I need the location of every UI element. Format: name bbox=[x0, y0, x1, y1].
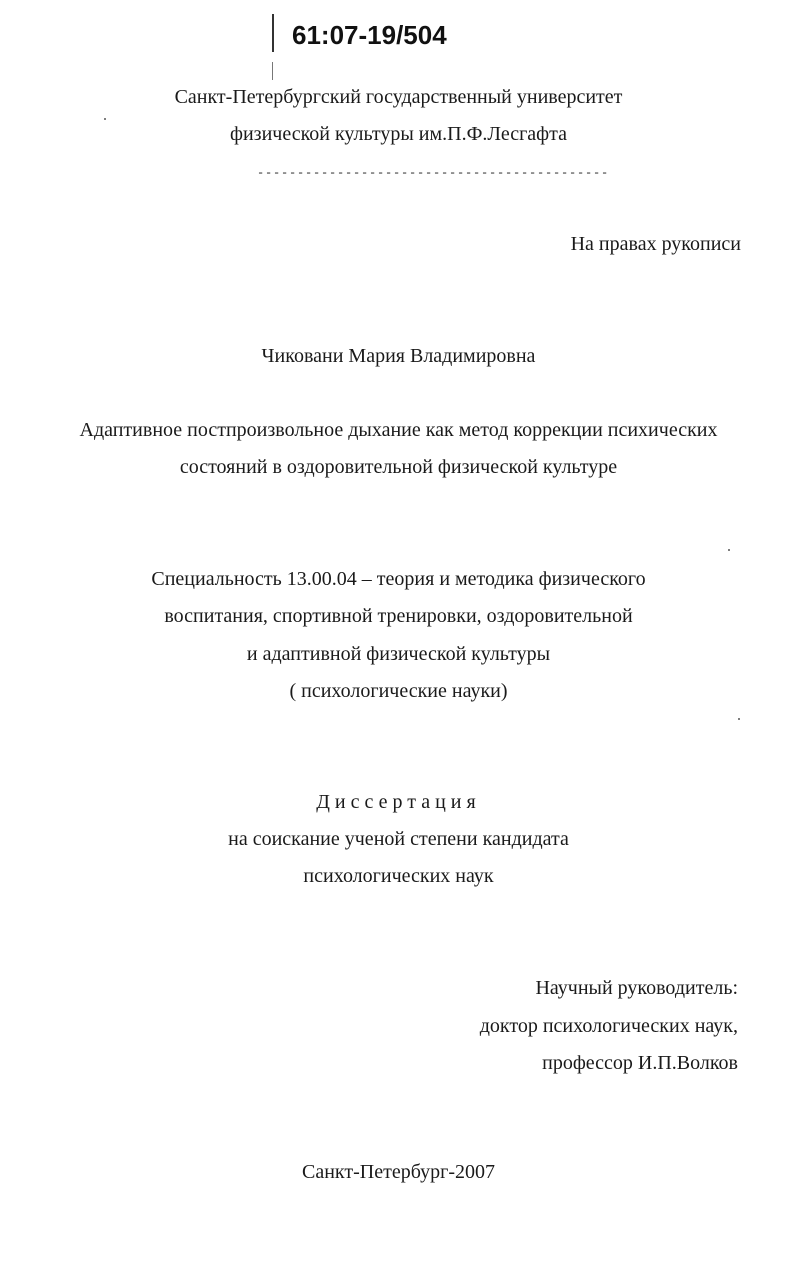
specialty-line1: Специальность 13.00.04 – теория и методика физического bbox=[151, 568, 646, 590]
supervisor-name: профессор И.П.Волков bbox=[542, 1052, 738, 1074]
scan-artifact-line bbox=[272, 14, 274, 52]
thesis-title-line2: состояний в оздоровительной физической культуре bbox=[179, 456, 618, 478]
specialty-line3: и адаптивной физической культуры bbox=[246, 643, 551, 665]
supervisor-label: Научный руководитель: bbox=[535, 977, 738, 999]
supervisor-degree: доктор психологических наук, bbox=[479, 1015, 738, 1037]
scan-speck bbox=[738, 718, 740, 720]
dissertation-heading: Диссертация bbox=[316, 791, 481, 813]
specialty-line2: воспитания, спортивной тренировки, оздоровительной bbox=[164, 605, 633, 627]
university-name-line1: Санкт-Петербургский государственный университет bbox=[174, 86, 623, 108]
degree-sought-line1: на соискание ученой степени кандидата bbox=[228, 828, 569, 850]
separator-line: -------------------------------------------- bbox=[257, 166, 610, 180]
degree-sought-line2: психологических наук bbox=[303, 865, 494, 887]
archive-code: 61:07-19/504 bbox=[292, 20, 447, 50]
scan-speck bbox=[104, 118, 106, 120]
specialty-line4: ( психологические науки) bbox=[289, 680, 508, 702]
scan-artifact-line bbox=[272, 62, 273, 80]
scan-speck bbox=[728, 549, 730, 551]
thesis-title-line1: Адаптивное постпроизвольное дыхание как метод коррекции психических bbox=[79, 419, 718, 441]
manuscript-rights: На правах рукописи bbox=[570, 233, 741, 255]
author-name: Чиковани Мария Владимировна bbox=[261, 345, 536, 367]
city-year: Санкт-Петербург-2007 bbox=[302, 1161, 495, 1183]
university-name-line2: физической культуры им.П.Ф.Лесгафта bbox=[230, 123, 567, 145]
